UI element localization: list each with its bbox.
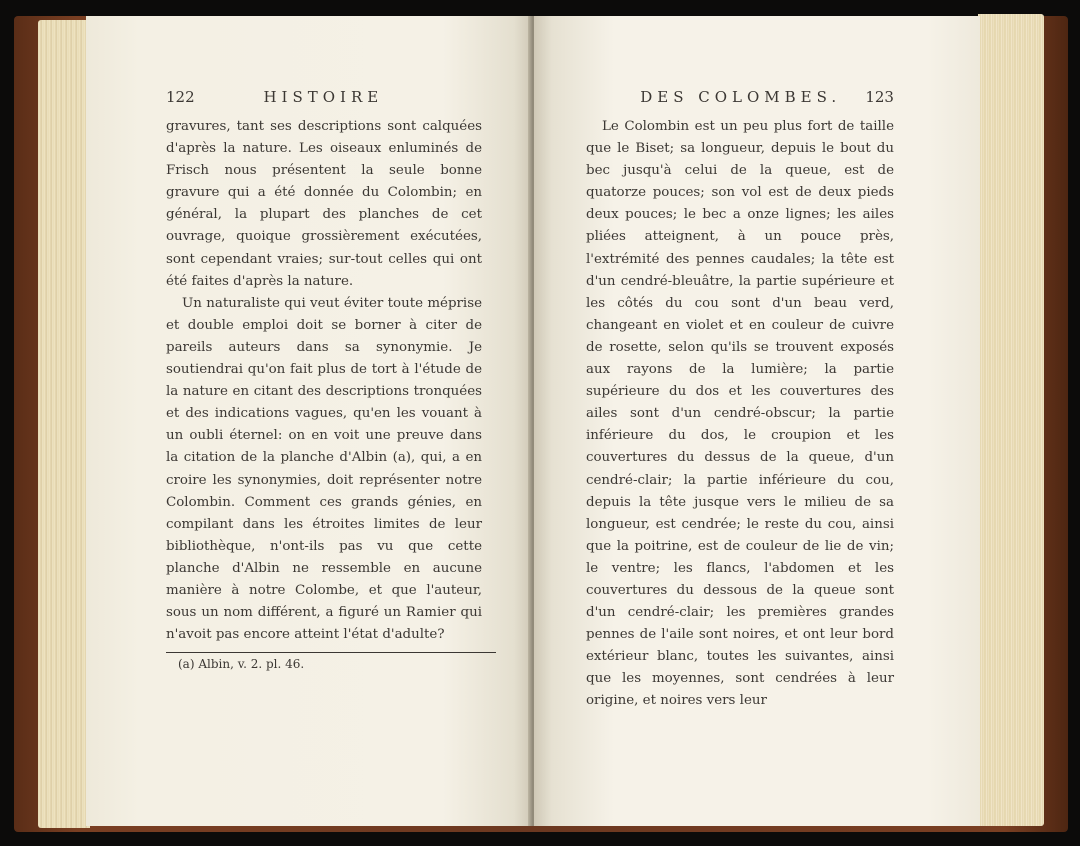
left-page-edges xyxy=(38,20,90,828)
left-paragraph-2: Un naturaliste qui veut éviter toute méprise et double emploi doit se borner à citer de pareils auteurs dans sa synonymie. Je soutiendrai qu'on fait plus de tort à l'étude de la nature en citant des descriptions tronquées et des indications vagues, qu'en les vouant à un oubli éternel: on en voit une preuve dans la citation de la planche d'Albin (a), qui, a en croire les synonymies, doit représenter notre Colombin. Comment ces grands génies, en compilant dans les étroites limites de leur bibliothèque, n'ont-ils pas vu que cette planche d'Albin ne ressemble en aucune manière à notre Colombe, et que l'auteur, sous un nom différent, a figuré un Ramier qui n'avoit pas encore atteint l'état d'adulte? xyxy=(166,295,482,643)
right-page xyxy=(534,16,980,826)
left-paragraph-1: gravures, tant ses descriptions sont calquées d'après la nature. Les oiseaux enluminés de Frisch nous présentent la seule bonne gravure qui a été donnée du Colombin; en général, la plupart des planches de cet ouvrage, quoique grossièrement exécutées, sont cependant vraies; sur-tout celles qui ont été faites d'après la nature. xyxy=(166,119,482,289)
left-running-title: HISTOIRE xyxy=(263,88,384,106)
left-page-number: 122 xyxy=(166,88,195,106)
left-running-head xyxy=(166,88,482,110)
right-page-edges xyxy=(978,14,1044,826)
right-paragraph-1: Le Colombin est un peu plus fort de taille que le Biset; sa longueur, depuis le bout du bec jusqu'à celui de la queue, est de quatorze pouces; son vol est de deux pieds deux pouces; le bec a onze lignes; les ailes pliées atteignent, à un pouce près, l'extrémité des pennes caudales; la tête est d'un cendré-bleuâtre, la partie supérieure et les côtés du cou sont d'un beau verd, changeant en violet et en couleur de cuivre de rosette, selon qu'ils se trouvent exposés aux rayons de la lumière; la partie supérieure du dos et les couvertures des ailes sont d'un cendré-obscur; la partie inférieure du dos, le croupion et les couvertures du dessus de la queue, d'un cendré-clair; la partie inférieure du cou, depuis la tête jusque vers le milieu de sa longueur, est cendrée; le reste du cou, ainsi que la poitrine, est de couleur de lie de vin; le ventre; les flancs, l'abdomen et les couvertures du dessous de la queue sont d'un cendré-clair; les premières grandes pennes de l'aile sont noires, et ont leur bord extérieur blanc, toutes les suivantes, ainsi que les moyennes, sont cendrées à leur origine, et noires vers leur xyxy=(586,119,894,709)
right-body-text xyxy=(586,116,894,713)
footnote-rule xyxy=(166,652,496,653)
left-page xyxy=(86,16,532,826)
left-body-text xyxy=(166,116,482,646)
footnote: (a) Albin, v. 2. pl. 46. xyxy=(178,657,305,672)
right-running-head xyxy=(586,88,894,110)
right-running-title: DES COLOMBES. xyxy=(640,88,842,106)
right-page-number: 123 xyxy=(865,88,894,106)
